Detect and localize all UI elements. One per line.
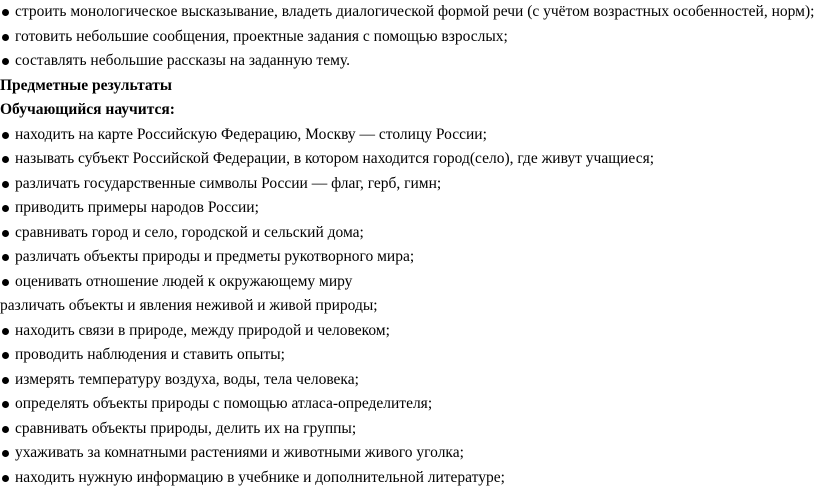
list-item-text: называть субъект Российской Федерации, в котором находится город(село), где живут учащиеся; xyxy=(15,150,655,167)
list-item-text: находить связи в природе, между природой и человеком; xyxy=(15,321,390,339)
list-item-text: сравнивать объекты природы, делить их на группы; xyxy=(15,419,357,437)
list-item-text: измерять температуру воздуха, воды, тела человека; xyxy=(15,370,359,388)
bullet-icon xyxy=(2,58,9,65)
bullet-icon xyxy=(2,426,9,433)
heading-text: Предметные результаты xyxy=(0,76,172,94)
list-item-text: находить на карте Российскую Федерацию, Москву — столицу России; xyxy=(15,125,487,143)
bullet-icon xyxy=(2,230,9,237)
bullet-icon xyxy=(2,205,9,212)
list-item-text: готовить небольшие сообщения, проектные задания с помощью взрослых; xyxy=(15,27,508,45)
list-item-text: составлять небольшие рассказы на заданную тему. xyxy=(15,52,350,69)
list-item-text: проводить наблюдения и ставить опыты; xyxy=(15,346,285,363)
list-item-text: приводить примеры народов России; xyxy=(15,199,259,216)
bullet-icon xyxy=(2,181,9,188)
paragraph-text: различать объекты и явления неживой и живой природы; xyxy=(0,297,378,314)
list-item-text: сравнивать город и село, городской и сельский дома; xyxy=(15,223,364,241)
bullet-icon xyxy=(2,328,9,335)
bullet-icon xyxy=(2,450,9,457)
list-item-text: определять объекты природы с помощью атласа-определителя; xyxy=(15,395,433,412)
list-item-text: различать объекты природы и предметы рукотворного мира; xyxy=(15,248,415,265)
bullet-icon xyxy=(2,401,9,408)
bullet-icon xyxy=(2,132,9,139)
bullet-icon xyxy=(2,377,9,384)
bullet-icon xyxy=(2,156,9,163)
bullet-icon xyxy=(2,475,9,482)
list-item-text: ухаживать за комнатными растениями и животными живого уголка; xyxy=(15,444,464,461)
bullet-icon xyxy=(2,254,9,261)
bullet-icon xyxy=(2,34,9,41)
heading-text: Обучающийся научится: xyxy=(0,101,175,118)
list-item-text: различать государственные символы России — флаг, герб, гимн; xyxy=(15,174,442,192)
list-item-text: оценивать отношение людей к окружающему миру xyxy=(15,272,353,290)
bullet-icon xyxy=(2,352,9,359)
list-item-text: находить нужную информацию в учебнике и дополнительной литературе; xyxy=(15,468,505,486)
list-item-text: строить монологическое высказывание, владеть диалогической формой речи (с учётом возрастных особенностей, норм); xyxy=(15,3,815,20)
bullet-icon xyxy=(2,9,9,16)
bullet-icon xyxy=(2,279,9,286)
